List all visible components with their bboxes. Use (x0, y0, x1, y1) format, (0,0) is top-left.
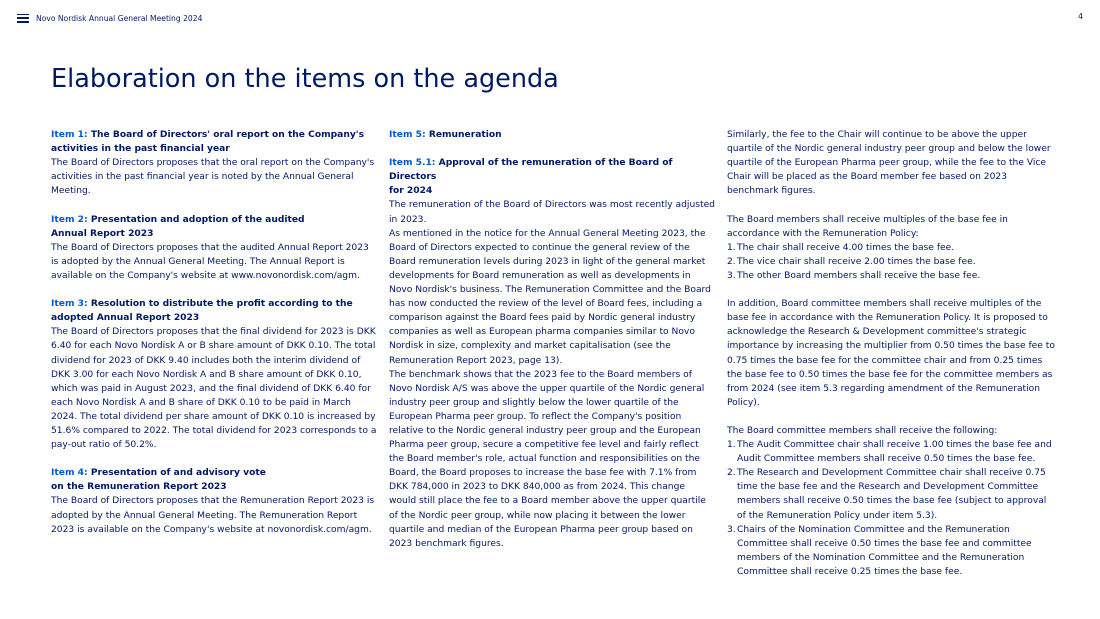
list-text: Chairs of the Nomination Committee and the Remuneration Committee shall receive 0.50 times the base fee and committee members of the Nomination Committee and the Remuneration Committee shall receive 0.25 times the base fee. (737, 524, 1032, 577)
agenda-item-2 (51, 213, 377, 283)
item-heading-text: Approval of the remuneration of the Board of Directors (389, 158, 673, 183)
agenda-item-5 (389, 128, 715, 142)
paragraph: The Board members shall receive multiples of the base fee in accordance with the Remuneration Policy: (727, 214, 1008, 239)
paragraph: The remuneration of the Board of Directors was most recently adjusted in 2023. (389, 200, 715, 225)
item-heading-text: adopted Annual Report 2023 (51, 313, 200, 324)
list-number: 2. (727, 256, 736, 267)
board-fee-list (727, 241, 1057, 283)
agenda-item-5-1 (389, 156, 715, 551)
committee-fee-list (727, 438, 1057, 579)
column-2 (389, 128, 715, 565)
paragraph: Similarly, the fee to the Chair will continue to be above the upper quartile of the Nordic general industry peer group and below the lower quartile of the European Pharma peer group, while the fee to the Vice Chair will be placed as the Board member fee based on 2023 benchmark figures. (727, 130, 1051, 197)
paragraph: As mentioned in the notice for the Annual General Meeting 2023, the Board of Directors expected to continue the general review of the Board remuneration levels during 2023 in light of the general market developments for Board remuneration as well as developments in Novo Nordisk's business. The Remuneration Committee and the Board has now conducted the review of the level of Board fees, including a comparison against the Board fees paid by Nordic general industry companies as well as European pharma companies similar to Novo Nordisk in size, complexity and market capitalisation (see the Remuneration Report 2023, page 13). (389, 228, 711, 366)
list-item (727, 269, 1057, 283)
item-heading-text: Annual Report 2023 (51, 228, 154, 239)
agenda-item-1 (51, 128, 377, 198)
agenda-item-4 (51, 466, 377, 536)
item-heading (51, 128, 377, 156)
item-label: Item 3: (51, 299, 88, 310)
item-body: The Board of Directors proposes that the oral report on the Company's activities in the past financial year is noted by the Annual General Meeting. (51, 158, 375, 197)
document-title: Novo Nordisk Annual General Meeting 2024 (36, 13, 203, 23)
list-text: The Research and Development Committee chair shall receive 0.75 time the base fee and the Research and Development Committee members shall receive 0.50 times the base fee (subject to approval of the Remuneration Policy under item 5.3). (737, 468, 1047, 521)
list-number: 3. (727, 524, 736, 535)
list-number: 1. (727, 440, 736, 451)
list-item (727, 438, 1057, 466)
item-heading (51, 213, 377, 241)
page-number: 4 (1078, 12, 1083, 21)
item-label: Item 4: (51, 468, 88, 479)
column-3 (727, 128, 1057, 579)
top-bar (17, 11, 202, 25)
paragraph: In addition, Board committee members shall receive multiples of the base fee in accordance with the Remuneration Policy. It is proposed to acknowledge the Research & Development committee's strategic importance by increasing the multiplier from 0.50 times the base fee to 0.75 times the base fee for the committee chair and from 0.25 times the base fee to 0.50 times the base fee for the committee members as from 2024 (see item 5.3 regarding amendment of the Remuneration Policy). (727, 299, 1055, 408)
item-heading-text: Presentation and adoption of the audited (87, 214, 305, 225)
item-body: The Board of Directors proposes that the final dividend for 2023 is DKK 6.40 for each Novo Nordisk A or B share amount of DKK 0.10. The total dividend for 2023 of DKK 9.40 includes both the interim dividend of DKK 3.00 for each Novo Nordisk A and B share amount of DKK 0.10, which was paid in August 2023, and the final dividend of DKK 6.40 for each Novo Nordisk A and B share of DKK 0.10 to be paid in March 2024. The total dividend per share amount of DKK 0.10 is increased by 51.6% compared to 2022. The total dividend for 2023 corresponds to a pay-out ratio of 50.2%. (51, 327, 377, 451)
list-number: 2. (727, 468, 736, 479)
item-body: The Board of Directors proposes that the audited Annual Report 2023 is adopted by the Annual General Meeting. The Annual Report is available on the Company's website at www.novonordisk.com/agm. (51, 242, 369, 281)
paragraph: The benchmark shows that the 2023 fee to the Board members of Novo Nordisk A/S was above the upper quartile of the Nordic general industry peer group and slightly below the lower quartile of the European Pharma peer group. To reflect the Company's position relative to the Nordic general industry peer group and the European Pharma peer group, secure a competitive fee level and fairly reflect the Board member's role, actual function and responsibilities on the Board, the Board proposes to increase the base fee with 7.1% from DKK 784,000 in 2023 to DKK 840,000 as from 2024. This change would still place the fee to a Board member above the upper quartile of the Nordic peer group, while now placing it between the lower quartile and median of the European Pharma peer group based on 2023 benchmark figures. (389, 369, 706, 549)
column-1 (51, 128, 377, 551)
list-text: The chair shall receive 4.00 times the base fee. (737, 242, 955, 253)
page-title: Elaboration on the items on the agenda (51, 64, 559, 94)
list-item (727, 523, 1057, 579)
item-body: The Board of Directors proposes that the Remuneration Report 2023 is adopted by the Annual General Meeting. The Remuneration Report 2023 is available on the Company's website at novonordisk.com/agm. (51, 496, 375, 535)
item-label: Item 5.1: (389, 158, 436, 169)
item-heading-text: The Board of Directors' oral report on the Company's (87, 130, 365, 140)
item-label: Item 5: (389, 130, 426, 140)
list-text: The vice chair shall receive 2.00 times the base fee. (737, 256, 976, 267)
item-heading (51, 297, 377, 325)
item-heading (51, 466, 377, 494)
item-heading-text: Remuneration (425, 130, 502, 140)
item-heading-text: Presentation of and advisory vote (87, 468, 266, 479)
item-heading-text: for 2024 (389, 186, 433, 197)
list-number: 3. (727, 270, 736, 281)
list-number: 1. (727, 242, 736, 253)
item-heading (389, 128, 715, 142)
list-text: The Audit Committee chair shall receive 1.00 times the base fee and Audit Committee members shall receive 0.50 times the base fee. (737, 440, 1052, 465)
item-heading-text: activities in the past financial year (51, 144, 230, 155)
agenda-item-3 (51, 297, 377, 452)
item-heading-text: on the Remuneration Report 2023 (51, 482, 227, 493)
item-heading-text: Resolution to distribute the profit according to the (87, 299, 353, 310)
list-item (727, 255, 1057, 269)
list-item (727, 241, 1057, 255)
hamburger-menu-icon[interactable] (17, 14, 29, 23)
list-text: The other Board members shall receive the base fee. (737, 270, 981, 281)
item-heading (389, 156, 715, 198)
list-item (727, 466, 1057, 522)
paragraph: The Board committee members shall receive the following: (727, 425, 998, 436)
item-label: Item 2: (51, 214, 88, 225)
item-label: Item 1: (51, 130, 88, 140)
